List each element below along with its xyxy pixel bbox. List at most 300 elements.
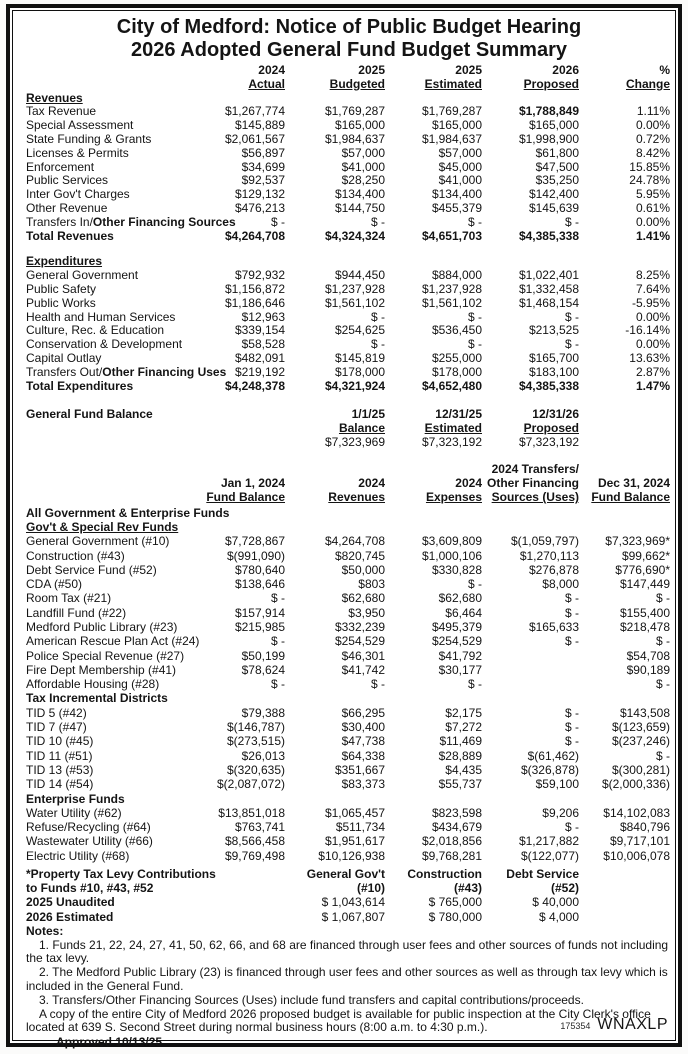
cell-value: $142,400 bbox=[528, 187, 579, 202]
cell-value: $11,469 bbox=[439, 734, 482, 749]
row-label bbox=[26, 806, 188, 820]
cell-value: $3,950 bbox=[348, 605, 385, 620]
levy-header-line1: Construction bbox=[407, 867, 482, 882]
wnaxlp-code: WNAXLP bbox=[597, 1016, 668, 1033]
header-line bbox=[579, 476, 670, 490]
row-label bbox=[26, 763, 188, 777]
cell-value: $1,788,849 bbox=[518, 104, 579, 119]
cell-value: $330,828 bbox=[431, 562, 482, 577]
section-heading bbox=[26, 792, 670, 806]
cell-value: $1,998,900 bbox=[518, 131, 579, 146]
header-line-text: % bbox=[659, 63, 670, 77]
cell-value: $ - bbox=[370, 214, 385, 229]
cell-value: $92,537 bbox=[241, 173, 285, 188]
cell-value: $ - bbox=[564, 734, 579, 749]
cell-value: $ - bbox=[564, 337, 579, 352]
levy-value: $ 4,000 bbox=[538, 909, 579, 924]
cell-value: $55,737 bbox=[438, 777, 482, 792]
cell-value: $138,646 bbox=[234, 577, 285, 592]
fund-table bbox=[26, 506, 672, 863]
cell-value: $66,295 bbox=[341, 705, 385, 720]
cell-value: $ - bbox=[564, 634, 579, 649]
table-row bbox=[26, 706, 672, 720]
cell-value: $134,400 bbox=[334, 187, 385, 202]
cell-value: $134,400 bbox=[431, 187, 482, 202]
row-label bbox=[26, 820, 188, 834]
section-heading-text: Tax Incremental Districts bbox=[26, 691, 168, 706]
table-row bbox=[26, 663, 672, 677]
cell-value: $1,237,928 bbox=[324, 281, 385, 296]
cell-value: 2.87% bbox=[635, 364, 670, 379]
fund-table-header bbox=[26, 462, 672, 505]
header-line bbox=[482, 462, 579, 476]
header-line bbox=[285, 78, 385, 92]
cell-value: $1,267,774 bbox=[224, 104, 285, 119]
cell-value: $4,652,480 bbox=[421, 378, 482, 393]
cell-value: $178,000 bbox=[431, 364, 482, 379]
notice-inner-frame bbox=[12, 10, 676, 1050]
table-row bbox=[26, 506, 672, 520]
header-line bbox=[385, 64, 482, 78]
row-label: *Property Tax Levy Contributions bbox=[26, 867, 216, 882]
cell-value: $1,951,617 bbox=[324, 834, 385, 849]
row-label-text: TID 14 (#54) bbox=[26, 777, 94, 792]
cell-value: $332,239 bbox=[334, 619, 385, 634]
cell-value: $ - bbox=[270, 591, 285, 606]
section-heading-text: Enterprise Funds bbox=[26, 791, 125, 806]
cell-value: $41,000 bbox=[341, 159, 385, 174]
gfb-header-underline: Balance bbox=[338, 421, 385, 436]
row-label bbox=[26, 677, 188, 691]
header-line-text: 2024 Transfers/ bbox=[491, 461, 579, 476]
table-row bbox=[26, 436, 672, 450]
section-heading bbox=[26, 691, 670, 705]
header-line bbox=[482, 490, 579, 504]
summary-table bbox=[26, 92, 672, 394]
cell-value: $ - bbox=[370, 677, 385, 692]
cell-value: $1,000,106 bbox=[421, 548, 482, 563]
cell-value: $254,529 bbox=[431, 634, 482, 649]
cell-value: $(2,000,336) bbox=[601, 777, 670, 792]
row-label: 2026 Estimated bbox=[26, 909, 114, 924]
table-row bbox=[26, 269, 672, 283]
column-header bbox=[482, 462, 579, 505]
cell-value: $255,000 bbox=[431, 350, 482, 365]
cell-value: $215,985 bbox=[234, 619, 285, 634]
cell-value: $4,385,338 bbox=[518, 228, 579, 243]
cell-value: $803 bbox=[358, 577, 385, 592]
row-label: 2025 Unaudited bbox=[26, 895, 115, 910]
table-row bbox=[26, 366, 672, 380]
cell-value bbox=[482, 677, 579, 691]
cell-value: $(300,281) bbox=[611, 762, 670, 777]
cell-value: $34,699 bbox=[241, 159, 285, 174]
cell-value: 8.25% bbox=[635, 268, 670, 283]
table-row bbox=[26, 834, 672, 848]
note-item: 2. The Medford Public Library (23) is financed through user fees and other sources as well as through tax levy which is included in the General Fund. bbox=[26, 965, 668, 994]
table-row bbox=[26, 649, 672, 663]
cell-value: $10,006,078 bbox=[603, 848, 670, 863]
column-header bbox=[285, 476, 385, 505]
column-header bbox=[285, 64, 385, 92]
header-line-text: Jan 1, 2024 bbox=[220, 476, 285, 491]
header-line bbox=[188, 64, 285, 78]
header-line-text: 2026 bbox=[552, 63, 579, 77]
row-label bbox=[26, 577, 188, 591]
table-row bbox=[26, 677, 672, 691]
table-row bbox=[26, 161, 672, 175]
cell-value: $4,264,708 bbox=[224, 228, 285, 243]
section-heading bbox=[26, 506, 670, 520]
section-heading bbox=[26, 92, 670, 106]
row-label bbox=[26, 422, 285, 436]
levy-value: $ 40,000 bbox=[532, 895, 579, 910]
gfb-header-underline: Estimated bbox=[424, 421, 482, 436]
table-row bbox=[26, 338, 672, 352]
cell-value: $47,500 bbox=[535, 159, 579, 174]
header-line-text: Other Financing bbox=[486, 476, 579, 491]
row-label bbox=[26, 202, 188, 216]
row-label-text: American Rescue Plan Act (#24) bbox=[26, 634, 200, 649]
cell-value: $143,508 bbox=[619, 705, 670, 720]
row-label-text: Inter Gov't Charges bbox=[26, 187, 130, 202]
table-row bbox=[26, 910, 672, 924]
cell-value: $59,100 bbox=[535, 777, 579, 792]
cell-value: $50,000 bbox=[341, 562, 385, 577]
cell-value: $4,264,708 bbox=[324, 534, 385, 549]
row-label-text: State Funding & Grants bbox=[26, 131, 152, 146]
row-label bbox=[26, 188, 188, 202]
row-label bbox=[26, 105, 188, 119]
cell-value: $6,464 bbox=[445, 605, 482, 620]
cell-value: $157,914 bbox=[234, 605, 285, 620]
cell-value: $339,154 bbox=[234, 323, 285, 338]
cell-value: $54,708 bbox=[626, 648, 670, 663]
row-label-text: Conservation & Development bbox=[26, 337, 183, 352]
notes-heading: Notes: bbox=[26, 923, 64, 938]
cell-value: $78,624 bbox=[241, 662, 285, 677]
row-label-text: TID 7 (#47) bbox=[26, 720, 87, 735]
cell-value: $(320,635) bbox=[226, 762, 285, 777]
table-row bbox=[26, 563, 672, 577]
gfb-header-line1: 12/31/26 bbox=[532, 407, 579, 422]
row-label bbox=[26, 338, 188, 352]
cell-value: $56,897 bbox=[241, 145, 285, 160]
cell-value: $823,598 bbox=[431, 805, 482, 820]
row-label bbox=[26, 436, 285, 450]
table-row bbox=[26, 792, 672, 806]
row-label-text: Public Safety bbox=[26, 281, 97, 296]
cell-value: $28,889 bbox=[438, 748, 482, 763]
budget-notice-page bbox=[6, 4, 682, 1050]
note-item: 1. Funds 21, 22, 24, 27, 41, 50, 62, 66, and 68 are financed through user fees and other sources of funds not including the tax levy. bbox=[26, 937, 669, 966]
cell-value: $ - bbox=[564, 705, 579, 720]
gfb-header-line2 bbox=[285, 422, 385, 436]
column-header bbox=[385, 64, 482, 92]
table-row bbox=[26, 749, 672, 763]
cell-value: $41,000 bbox=[438, 173, 482, 188]
notice-subtitle: 2026 Adopted General Fund Budget Summary bbox=[130, 38, 567, 61]
cell-value: $7,272 bbox=[445, 720, 482, 735]
cell-value: 1.41% bbox=[635, 228, 670, 243]
cell-value: $178,000 bbox=[334, 364, 385, 379]
cell-value: $219,192 bbox=[234, 364, 285, 379]
cell-value: 24.78% bbox=[629, 173, 670, 188]
row-label-text: Electric Utility (#68) bbox=[26, 848, 130, 863]
cell-value: $ - bbox=[270, 677, 285, 692]
cell-value: $ - bbox=[655, 677, 670, 692]
row-label bbox=[26, 606, 188, 620]
row-label-text: Culture, Rec. & Education bbox=[26, 323, 165, 338]
cell-value: $1,561,102 bbox=[421, 295, 482, 310]
row-label-text: Licenses & Permits bbox=[26, 145, 129, 160]
cell-value: $536,450 bbox=[431, 323, 482, 338]
cell-value: $(123,659) bbox=[611, 720, 670, 735]
general-fund-balance-block bbox=[26, 408, 672, 449]
cell-value: $183,100 bbox=[528, 364, 579, 379]
row-label bbox=[26, 706, 188, 720]
table-row bbox=[26, 283, 672, 297]
notice-title: City of Medford: Notice of Public Budget Hearing bbox=[116, 16, 582, 38]
header-line bbox=[285, 476, 385, 490]
cell-value: $83,373 bbox=[341, 777, 385, 792]
cell-value: $(326,878) bbox=[520, 762, 579, 777]
table-row bbox=[26, 92, 672, 106]
cell-value: $4,321,924 bbox=[324, 378, 385, 393]
table-row bbox=[26, 806, 672, 820]
cell-value: $482,091 bbox=[234, 350, 285, 365]
cell-value: $30,177 bbox=[438, 662, 482, 677]
row-label-text: Construction (#43) bbox=[26, 548, 125, 563]
header-line bbox=[482, 476, 579, 490]
row-label-text: Debt Service Fund (#52) bbox=[26, 562, 157, 577]
cell-value: $28,250 bbox=[341, 173, 385, 188]
levy-header-line2: (#52) bbox=[550, 881, 579, 896]
header-line-text: Fund Balance bbox=[591, 490, 670, 505]
cell-value: $2,018,856 bbox=[421, 834, 482, 849]
cell-value: $8,566,458 bbox=[224, 834, 285, 849]
table-row bbox=[26, 202, 672, 216]
header-line bbox=[385, 490, 482, 504]
cell-value: $4,324,324 bbox=[324, 228, 385, 243]
row-label-text: Medford Public Library (#23) bbox=[26, 619, 178, 634]
cell-value: $165,000 bbox=[334, 118, 385, 133]
cell-value: $840,796 bbox=[619, 820, 670, 835]
cell-value: $9,768,281 bbox=[421, 848, 482, 863]
row-label-text: TID 10 (#45) bbox=[26, 734, 94, 749]
table-row bbox=[26, 324, 672, 338]
cell-value: $62,680 bbox=[341, 591, 385, 606]
header-line-text: Estimated bbox=[424, 76, 482, 91]
cell-value: $50,199 bbox=[241, 648, 285, 663]
table-row bbox=[26, 895, 672, 909]
row-label bbox=[26, 777, 188, 791]
cell-value: $(2,087,072) bbox=[216, 777, 285, 792]
cell-value: $(237,246) bbox=[611, 734, 670, 749]
cell-value: $2,061,567 bbox=[224, 131, 285, 146]
row-label bbox=[26, 297, 188, 311]
table-row bbox=[26, 591, 672, 605]
cell-value: $61,800 bbox=[535, 145, 579, 160]
cell-value: $ - bbox=[655, 748, 670, 763]
cell-value: $511,734 bbox=[335, 820, 385, 835]
cell-value: $2,175 bbox=[445, 705, 482, 720]
cell-value: $99,662* bbox=[621, 548, 670, 563]
table-row bbox=[26, 352, 672, 366]
header-line bbox=[188, 78, 285, 92]
row-label-text: Total Revenues bbox=[26, 228, 114, 243]
table-row bbox=[26, 147, 672, 161]
row-label-text: Health and Human Services bbox=[26, 309, 176, 324]
cell-value: $(122,077) bbox=[520, 848, 579, 863]
header-line bbox=[579, 64, 670, 78]
cell-value: $1,217,882 bbox=[518, 834, 579, 849]
cell-value: $1,984,637 bbox=[324, 131, 385, 146]
row-label-text: Water Utility (#62) bbox=[26, 805, 122, 820]
cell-value: $46,301 bbox=[341, 648, 385, 663]
header-line-text: 2025 bbox=[358, 63, 385, 77]
row-label-text: Affordable Housing (#28) bbox=[26, 677, 160, 692]
cell-value: $3,609,809 bbox=[421, 534, 482, 549]
table-row bbox=[26, 311, 672, 325]
cell-value: $ - bbox=[467, 309, 482, 324]
column-header bbox=[188, 476, 285, 505]
row-label-text: Transfers In/ bbox=[26, 214, 93, 229]
row-label-text: Special Assessment bbox=[26, 118, 134, 133]
row-label bbox=[26, 649, 188, 663]
section-heading-text: Gov't & Special Rev Funds bbox=[26, 519, 179, 534]
summary-table-header bbox=[26, 64, 672, 92]
gfb-value: $7,323,192 bbox=[518, 434, 579, 449]
cell-value: $26,013 bbox=[241, 748, 285, 763]
row-label-text: Landfill Fund (#22) bbox=[26, 605, 127, 620]
table-row bbox=[26, 549, 672, 563]
approved-line: Approved 10/13/25 bbox=[56, 1035, 163, 1050]
cell-value: $13,851,018 bbox=[218, 805, 285, 820]
row-label bbox=[26, 352, 188, 366]
cell-value: $1,769,287 bbox=[421, 104, 482, 119]
header-line-text: Revenues bbox=[328, 490, 385, 505]
table-row bbox=[26, 520, 672, 534]
cell-value: $ - bbox=[270, 634, 285, 649]
cell-value: 13.63% bbox=[629, 350, 670, 365]
table-row bbox=[26, 734, 672, 748]
levy-header-line2: (#43) bbox=[453, 881, 482, 896]
cell-value: $(273,515) bbox=[226, 734, 285, 749]
levy-value: $ 780,000 bbox=[428, 909, 482, 924]
cell-value: $1,984,637 bbox=[421, 131, 482, 146]
table-row bbox=[26, 867, 672, 881]
cell-value: $41,792 bbox=[438, 648, 482, 663]
cell-value: $351,667 bbox=[334, 762, 385, 777]
cell-value: $ - bbox=[655, 634, 670, 649]
header-line bbox=[385, 476, 482, 490]
row-label bbox=[26, 534, 188, 548]
row-label bbox=[26, 119, 188, 133]
cell-value: $4,435 bbox=[445, 762, 482, 777]
cell-value: $7,728,867 bbox=[224, 534, 285, 549]
header-line-text: Expenses bbox=[425, 490, 482, 505]
cell-value: $165,000 bbox=[528, 118, 579, 133]
row-label-bold-text: Other Financing Uses bbox=[102, 364, 227, 379]
header-line-text: Dec 31, 2024 bbox=[597, 476, 670, 491]
row-label bbox=[26, 663, 188, 677]
cell-value: $792,932 bbox=[234, 268, 285, 283]
cell-value: $ - bbox=[467, 337, 482, 352]
row-label-text: TID 5 (#42) bbox=[26, 705, 87, 720]
row-label bbox=[26, 734, 188, 748]
cell-value: $(146,787) bbox=[226, 720, 285, 735]
row-label bbox=[26, 147, 188, 161]
cell-value: $1,065,457 bbox=[324, 805, 385, 820]
cell-value: $165,633 bbox=[528, 619, 579, 634]
header-line-text: Sources (Uses) bbox=[491, 490, 579, 505]
cell-value: $ - bbox=[564, 605, 579, 620]
table-row bbox=[26, 133, 672, 147]
cell-value: $ - bbox=[467, 214, 482, 229]
cell-value: $(1,059,797) bbox=[510, 534, 579, 549]
header-line-text: 2024 bbox=[258, 63, 285, 77]
header-line bbox=[579, 490, 670, 504]
cell-value: $776,690* bbox=[615, 562, 670, 577]
levy-header-line1: General Gov't bbox=[306, 867, 385, 882]
row-label-text: Capital Outlay bbox=[26, 350, 102, 365]
cell-value: $9,206 bbox=[542, 805, 579, 820]
row-label bbox=[26, 324, 188, 338]
row-label-bold-text: Other Financing Sources bbox=[92, 214, 236, 229]
header-line-text: 2024 bbox=[358, 476, 385, 491]
table-row bbox=[26, 606, 672, 620]
cell-value: $495,379 bbox=[431, 619, 482, 634]
section-heading-text: Expenditures bbox=[26, 254, 103, 269]
header-line-text: Actual bbox=[248, 76, 285, 91]
cell-value: $254,625 bbox=[334, 323, 385, 338]
cell-value: $47,738 bbox=[341, 734, 385, 749]
cell-value: $(991,090) bbox=[226, 548, 285, 563]
row-label bbox=[26, 849, 188, 863]
table-row bbox=[26, 462, 672, 505]
cell-value: $79,388 bbox=[241, 705, 285, 720]
levy-value: $ 1,067,807 bbox=[321, 909, 385, 924]
cell-value: $64,338 bbox=[341, 748, 385, 763]
row-label bbox=[26, 720, 188, 734]
cell-value: $455,379 bbox=[431, 200, 482, 215]
note-item: 3. Transfers/Other Financing Sources (Uses) include fund transfers and capital contributions/proceeds. bbox=[39, 992, 584, 1007]
cell-value: $4,651,703 bbox=[421, 228, 482, 243]
cell-value: $8,000 bbox=[542, 577, 579, 592]
table-row bbox=[26, 188, 672, 202]
cell-value: 0.00% bbox=[635, 214, 670, 229]
cell-value: $35,250 bbox=[535, 173, 579, 188]
gfb-header-line2 bbox=[385, 422, 482, 436]
cell-value: $213,525 bbox=[528, 323, 579, 338]
cell-value: $780,640 bbox=[234, 562, 285, 577]
row-label-text: TID 13 (#53) bbox=[26, 762, 94, 777]
header-line bbox=[188, 476, 285, 490]
section-heading bbox=[26, 255, 670, 269]
cell-value: 0.00% bbox=[635, 118, 670, 133]
cell-value: $884,000 bbox=[431, 268, 482, 283]
cell-value: $90,189 bbox=[626, 662, 670, 677]
cell-value: $9,769,498 bbox=[224, 848, 285, 863]
column-header bbox=[579, 476, 670, 505]
table-row bbox=[26, 577, 672, 591]
levy-value: $ 765,000 bbox=[428, 895, 482, 910]
cell-value: $30,400 bbox=[341, 720, 385, 735]
row-label bbox=[26, 214, 236, 230]
cell-value: $1,237,928 bbox=[421, 281, 482, 296]
table-row bbox=[26, 105, 672, 119]
